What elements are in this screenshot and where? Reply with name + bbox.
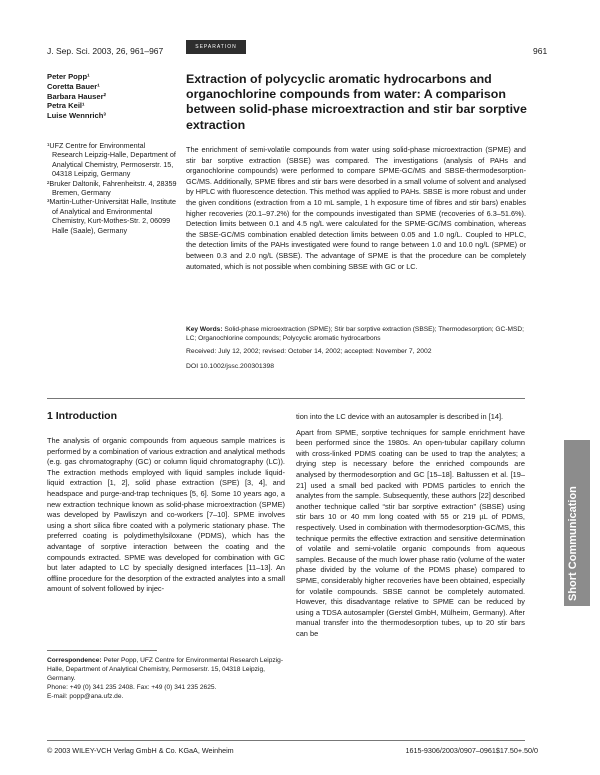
footer-divider [47,740,525,741]
correspondence-text: Peter Popp, UFZ Centre for Environmental Research Leipzig-Halle, Department of Analytical Chemistry, Permoserstr. 15, 04318 Leipzig, Germany. [47,657,284,682]
author: Coretta Bauer¹ [47,81,100,91]
received-dates: Received: July 12, 2002; revised: October 14, 2002; accepted: November 7, 2002 [186,348,432,355]
doi: DOI 10.1002/jssc.200301398 [186,363,275,370]
page-number: 961 [533,46,548,56]
author-list [47,72,106,121]
affiliation-list [47,141,177,235]
footnote-divider [47,650,157,651]
author: Peter Popp¹ [47,72,90,81]
section-heading: 1 Introduction [47,410,117,422]
abstract: The enrichment of semi-volatile compounds from water using solid-phase microextraction (SPME) and stir bar sorptive extraction (SBSE) was compared. The investigations (analysis of PAHs and organochlorine compounds) were performed to compare SPME-GC/MS and SBSE-thermodesorption-GC/MS. Additionally, SPME fibres and stir bars were desorbed in a small volume of solvent and analysed by HPLC with fluorescence detection. This method was applied to PAHs. SBSE is more robust and under the given conditions (extraction from a 10 mL sample, 1 h exposure time of fibres and stir bars) enables higher recoveries (20.1–97.2%) for the compounds investigated than SPME (recoveries of 6.3–51.6%). Detection limits between 0.1 and 4.5 ng/L were calculated for the SPME-GC/MS combination, whereas the SBSE-GC/MS combination enabled detection limits between 0.05 and 1.0 ng/L. Coupled to HPLC, the detection limits of the PAHs investigated were found to range between 1.0 and 10.0 ng/L (SPME) or between 0.3 and 2.0 ng/L (SBSE). The advantage of SPME is that the procedure can be completely automated, which is not possible when combining SBSE with GC or LC. [186,145,526,271]
intro-right-column [296,412,525,644]
email: E-mail: popp@ana.ufz.de. [47,693,124,700]
paragraph: The analysis of organic compounds from aqueous sample matrices is performed by a combination of various extraction and analytical methods (e.g. gas chromatography (GC) or column liquid chromatography (LC)). The extraction methods employed with liquid samples include liquid-liquid extraction [1, 2], solid phase extraction (SPE) [3, 4], and headspace and purge-and-trap techniques [5, 6]. Some 10 years ago, a new extraction technique known as solid-phase microextraction (SPME) was developed by Pawliszyn and co-workers [7–10]. SPME involves using a short silica fibre coated with a polymeric stationary phase. The preferred coating is polydimethylsiloxane (PDMS), which has the advantage of sorptive interaction between the coating and the compounds extracted. SPME was developed for combination with GC but later adapted to LC by specially designed interfaces [11–13]. An offline procedure for the desorption of the extracted analytes into a small amount of solvent followed by injec- [47,436,285,594]
journal-logo: SEPARATION [186,40,246,54]
article-title: Extraction of polycyclic aromatic hydrocarbons and organochlorine compounds from water: A comparison between solid-phase microextraction and stir bar sorptive extraction [186,72,527,132]
correspondence-label: Correspondence: [47,657,102,664]
journal-citation: J. Sep. Sci. 2003, 26, 961–967 [47,46,164,56]
author: Barbara Hauser² [47,91,107,101]
footer-code: 1615-9306/2003/0907–0961$17.50+.50/0 [405,746,538,755]
correspondence [47,656,285,701]
article-type-label: Short Communication [567,486,579,601]
keywords-label: Key Words: [186,326,223,333]
keywords [186,325,526,344]
affiliation: ²Bruker Daltonik, Fahrenheitstr. 4, 28359 Bremen, Germany [47,178,177,198]
paragraph: Apart from SPME, sorptive techniques for sample enrichment have been performed since the 1980s. An open-tubular capillary column with cross-linked PDMS coating can be used to trap the analytes; a drying step is necessary before the enriched compounds are analysed by thermodesorption and GC [15–18]. Baltussen et al. [19–21] used a small bed packed with PDMS particles to enrich the analytes from the sample. Subsequently, these authors [22] described another technique called “stir bar sorptive extraction” (SBSE) using stir bars 10 or 40 mm long coated with 55 or 219 µL of PDMS, respectively. Used in combination with thermodesorption-GC/MS, this technique permits the effective extraction and sensitive determination of volatile and semi-volatile organic compounds from aqueous samples. Because of the much lower phase ratio (volume of the water phase divided by the volume of the PDMS phase) compared to SPME, considerably higher recoveries have been obtained, especially for volatile compounds. SBSE cannot be completely automated. However, this disadvantage relative to SPME can be reduced by using a TDSA autosampler (Gerstel GmbH, Mülheim, Germany). After manual transfer into the thermodesorption tubes, up to 20 stir bars can be [296,427,525,638]
author: Petra Keil¹ [47,101,85,111]
section-divider [47,398,525,399]
phone-fax: Phone: +49 (0) 341 235 2408. Fax: +49 (0) 341 235 2625. [47,684,217,691]
affiliation: ³Martin-Luther-Universität Halle, Institute of Analytical and Environmental Chemistry, Kurt-Mothes-Str. 2, 06099 Halle (Saale), Germany [47,197,177,235]
author: Luise Wennrich³ [47,111,106,121]
affiliation: ¹UFZ Centre for Environmental Research Leipzig-Halle, Department of Analytical Chemistry, Permoserstr. 15, 04318 Leipzig, Germany [47,141,176,179]
keywords-text: Solid-phase microextraction (SPME); Stir bar sorptive extraction (SBSE); Thermodesorption; GC-MSD; LC; Organochlorine compounds; Polycyclic aromatic hydrocarbons [186,326,525,343]
intro-left-column [47,436,285,600]
footer-copyright: © 2003 WILEY-VCH Verlag GmbH & Co. KGaA, Weinheim [47,746,234,755]
paragraph: tion into the LC device with an autosampler is described in [14]. [296,412,504,421]
